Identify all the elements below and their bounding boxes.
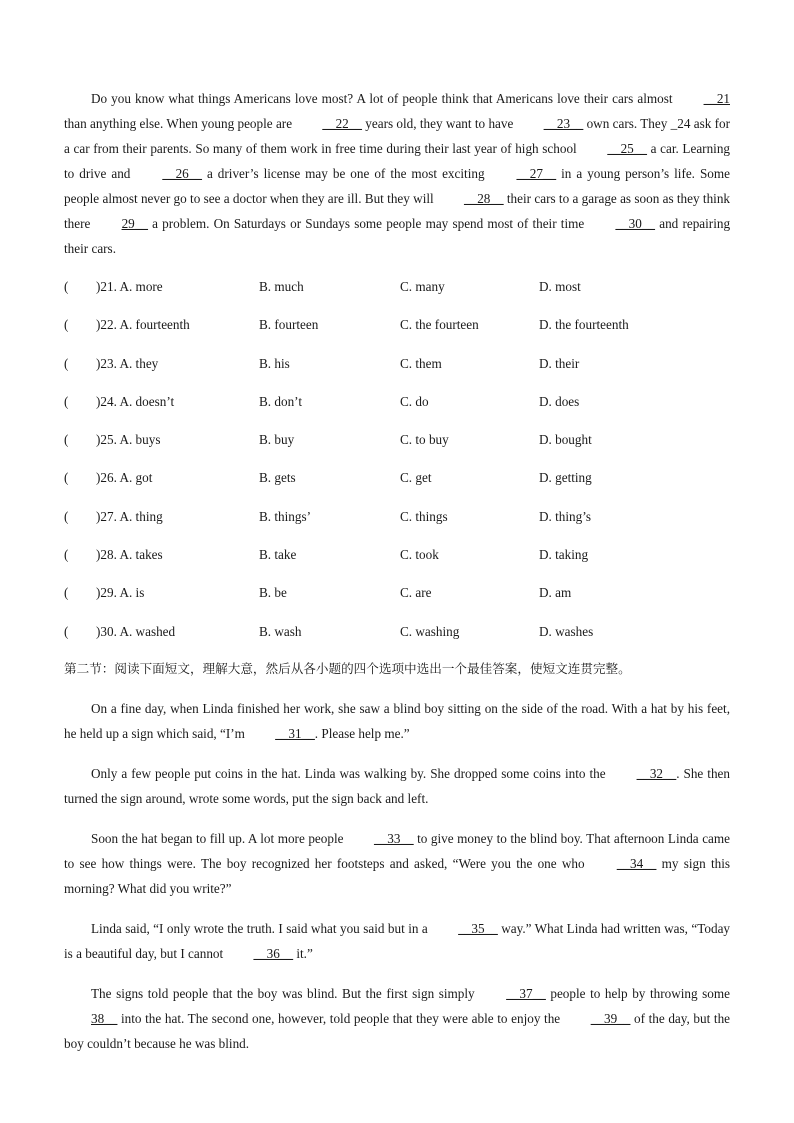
passage-2-paragraph-1: On a fine day, when Linda finished her work, she saw a blind boy sitting on the side of the road. With a hat by his feet, he held up a sign which said, “I’m __31__. Please help me.”: [64, 696, 730, 746]
option-c[interactable]: C. do: [400, 393, 429, 409]
answer-slot[interactable]: (: [64, 623, 69, 639]
option-d[interactable]: D. am: [539, 585, 572, 601]
blank-35: __35__: [458, 920, 498, 936]
blank-37: __37__: [506, 985, 546, 1001]
blank-28: __28__: [464, 191, 504, 206]
answer-slot[interactable]: (: [64, 355, 69, 371]
option-a[interactable]: )22. A. fourteenth: [96, 317, 190, 333]
question-list: [64, 269, 730, 652]
passage-2-paragraph-3: Soon the hat began to fill up. A lot more people __33__ to give money to the blind boy. That afternoon Linda came to see how things were. The boy recognized her footsteps and asked, “Were you the one who __34__ my sign this morning? What did you write?”: [64, 826, 730, 901]
answer-slot[interactable]: (: [64, 470, 69, 486]
option-b[interactable]: B. wash: [259, 623, 302, 639]
blank-38: 38__: [91, 1010, 118, 1026]
option-a[interactable]: )21. A. more: [96, 279, 163, 294]
option-a[interactable]: )29. A. is: [96, 585, 145, 601]
answer-slot[interactable]: (: [64, 508, 69, 524]
answer-slot[interactable]: (: [64, 547, 69, 563]
option-b[interactable]: B. things’: [259, 508, 312, 524]
option-a[interactable]: )28. A. takes: [96, 547, 163, 563]
option-d[interactable]: D. getting: [539, 470, 592, 486]
question-29: [64, 575, 730, 613]
option-c[interactable]: C. are: [400, 585, 432, 601]
blank-26: __26__: [162, 166, 202, 181]
question-21: [64, 269, 730, 307]
option-b[interactable]: B. much: [259, 279, 304, 294]
option-a[interactable]: )26. A. got: [96, 470, 153, 486]
question-22: [64, 307, 730, 345]
blank-27: __27__: [516, 166, 557, 181]
option-d[interactable]: D. bought: [539, 432, 592, 448]
exam-page: [64, 86, 730, 1056]
option-a[interactable]: )24. A. doesn’t: [96, 393, 175, 409]
passage-2-paragraph-5: The signs told people that the boy was blind. But the first sign simply __37__ people to help by throwing some 38__ into the hat. The second one, however, told people that they were able to enjoy the __39__ of the day, but the boy couldn’t because he was blind.: [64, 981, 730, 1056]
blank-22: __22__: [322, 116, 362, 131]
option-c[interactable]: C. many: [400, 279, 445, 294]
option-a[interactable]: )30. A. washed: [96, 623, 176, 639]
answer-slot[interactable]: (: [64, 317, 69, 333]
answer-slot[interactable]: (: [64, 585, 69, 601]
option-b[interactable]: B. don’t: [259, 393, 302, 409]
question-27: [64, 499, 730, 537]
section-2-instructions: 第二节：阅读下面短文，理解大意，然后从各小题的四个选项中选出一个最佳答案，使短文连贯完整。: [64, 660, 631, 676]
option-c[interactable]: C. took: [400, 547, 439, 563]
question-23: [64, 346, 730, 384]
answer-slot[interactable]: (: [64, 279, 69, 294]
option-d[interactable]: D. most: [539, 279, 581, 294]
option-d[interactable]: D. their: [539, 355, 580, 371]
blank-21: __21: [703, 91, 730, 106]
option-d[interactable]: D. the fourteenth: [539, 317, 629, 333]
cloze-passage-1: Do you know what things Americans love most? A lot of people think that Americans love their cars almost __21 than anything else. When young people are __22__ years old, they want to have __23__ own cars. They _24 ask for a car from their parents. So many of them work in free time during their last year of high school __25__ a car. Learning to drive and __26__ a driver’s license may be one of the most exciting __27__ in a young person’s life. Some people almost never go to see a doctor when they are ill. But they will __28__ their cars to a garage as soon as they think there 29__ a problem. On Saturdays or Sundays some people may spend most of their time __30__ and repairing their cars.: [64, 86, 730, 261]
answer-slot[interactable]: (: [64, 432, 69, 448]
blank-34: __34__: [616, 855, 657, 871]
option-c[interactable]: C. them: [400, 355, 442, 371]
blank-33: __33__: [374, 830, 414, 846]
option-d[interactable]: D. taking: [539, 547, 589, 563]
question-28: [64, 537, 730, 575]
blank-25: __25__: [607, 141, 647, 156]
blank-39: __39__: [590, 1010, 631, 1026]
option-c[interactable]: C. things: [400, 508, 448, 524]
question-24: [64, 384, 730, 422]
question-30: [64, 614, 730, 652]
option-c[interactable]: C. the fourteen: [400, 317, 479, 333]
option-d[interactable]: D. washes: [539, 623, 594, 639]
passage-2-paragraph-2: Only a few people put coins in the hat. Linda was walking by. She dropped some coins into the __32__. She then turned the sign around, wrote some words, put the sign back and left.: [64, 761, 730, 811]
blank-23: __23__: [543, 116, 584, 131]
question-26: [64, 460, 730, 498]
option-b[interactable]: B. be: [259, 585, 287, 601]
option-d[interactable]: D. does: [539, 393, 580, 409]
option-b[interactable]: B. his: [259, 355, 290, 371]
answer-slot[interactable]: (: [64, 393, 69, 409]
blank-36: __36__: [253, 945, 294, 961]
blank-31: __31__: [275, 725, 315, 741]
option-c[interactable]: C. get: [400, 470, 432, 486]
blank-29: 29__: [121, 216, 148, 231]
option-a[interactable]: )27. A. thing: [96, 508, 163, 524]
question-25: [64, 422, 730, 460]
blank-30: __30__: [615, 216, 656, 231]
option-b[interactable]: B. take: [259, 547, 297, 563]
option-a[interactable]: )25. A. buys: [96, 432, 161, 448]
option-b[interactable]: B. fourteen: [259, 317, 319, 333]
option-b[interactable]: B. gets: [259, 470, 296, 486]
option-c[interactable]: C. washing: [400, 623, 460, 639]
option-b[interactable]: B. buy: [259, 432, 295, 448]
option-a[interactable]: )23. A. they: [96, 355, 159, 371]
option-d[interactable]: D. thing’s: [539, 508, 592, 524]
option-c[interactable]: C. to buy: [400, 432, 449, 448]
blank-32: __32__: [636, 765, 677, 781]
passage-2-paragraph-4: Linda said, “I only wrote the truth. I said what you said but in a __35__ way.” What Linda had written was, “Today is a beautiful day, but I cannot __36__ it.”: [64, 916, 730, 966]
